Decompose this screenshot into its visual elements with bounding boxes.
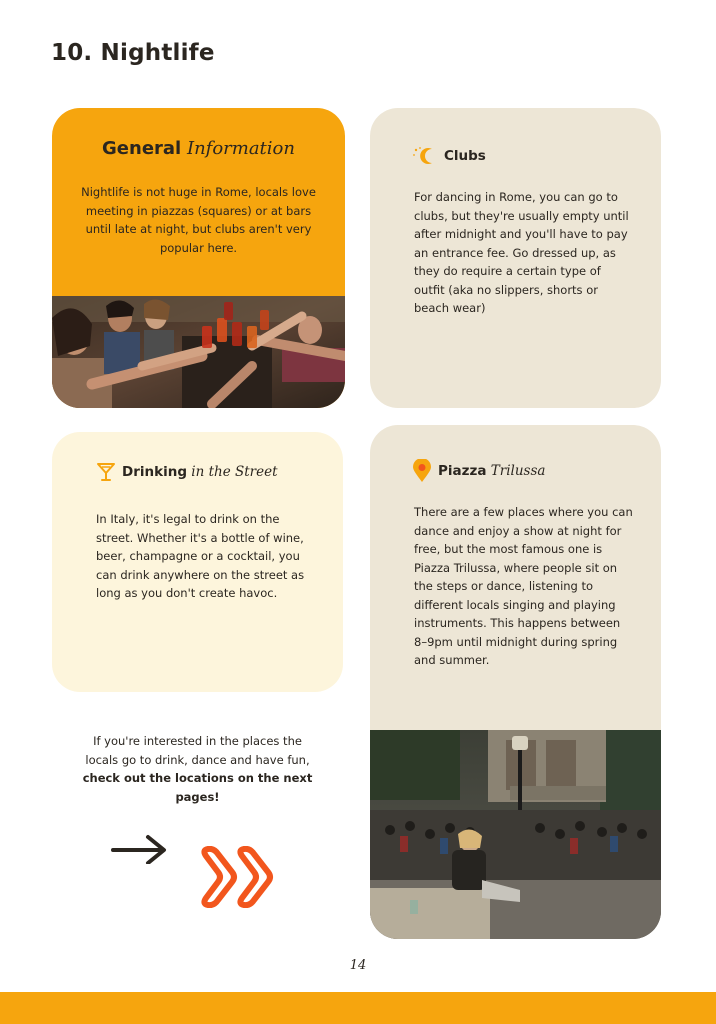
moon-sparkle-icon	[412, 146, 438, 166]
drinking-header	[96, 462, 278, 482]
drinking-title	[122, 464, 278, 480]
title-italic: in the Street	[191, 464, 278, 480]
piazza-photo	[370, 730, 661, 939]
arrow-right-icon	[110, 832, 170, 864]
cta-text	[80, 732, 315, 806]
clubs-body: For dancing in Rome, you can go to clubs, but they're usually empty until after midnight and you'll have to pay an entrance fee. Go dressed up, as they do require a certain type of outfit (aka no slippers, shorts or beach wear)	[414, 190, 629, 315]
cta-text-plain: If you're interested in the places the locals go to drink, dance and have fun,	[85, 734, 310, 767]
piazza-body: There are a few places where you can dance and enjoy a show at night for free, but the most famous one is Piazza Trilussa, where people sit on the steps or dance, listening to different locals singing and playing instruments. This happens between 8–9pm until midnight during spring and summer.	[414, 505, 633, 667]
toast-photo	[52, 296, 345, 408]
title-bold: General	[102, 138, 182, 159]
piazza-title	[438, 463, 545, 479]
double-chevron-icon	[200, 846, 284, 908]
general-information-card	[52, 108, 345, 408]
general-information-header	[52, 108, 345, 257]
cta-text-bold: check out the locations on the next pages!	[82, 771, 313, 804]
footer-bar	[0, 992, 716, 1024]
general-information-body: Nightlife is not huge in Rome, locals love meeting in piazzas (squares) or at bars until late at night, but clubs aren't very popular here.	[81, 185, 316, 255]
clubs-card	[370, 108, 661, 408]
title-italic: Trilussa	[490, 463, 546, 479]
clubs-title	[444, 148, 486, 164]
clubs-header	[412, 146, 486, 166]
cocktail-icon	[96, 462, 116, 482]
title-italic: Information	[186, 138, 295, 159]
general-information-title	[70, 138, 327, 159]
title-bold: Piazza	[438, 463, 487, 479]
piazza-header	[412, 459, 545, 483]
location-pin-icon	[412, 459, 432, 483]
page-title: 10. Nightlife	[51, 40, 215, 66]
drinking-body: In Italy, it's legal to drink on the street. Whether it's a bottle of wine, beer, champagne or a cocktail, you can drink anywhere on the street as long as you don't create havoc.	[96, 512, 305, 600]
drinking-card	[52, 432, 343, 692]
title-bold: Clubs	[444, 148, 486, 164]
page-number: 14	[349, 958, 367, 973]
title-bold: Drinking	[122, 464, 187, 480]
piazza-trilussa-card	[370, 425, 661, 939]
